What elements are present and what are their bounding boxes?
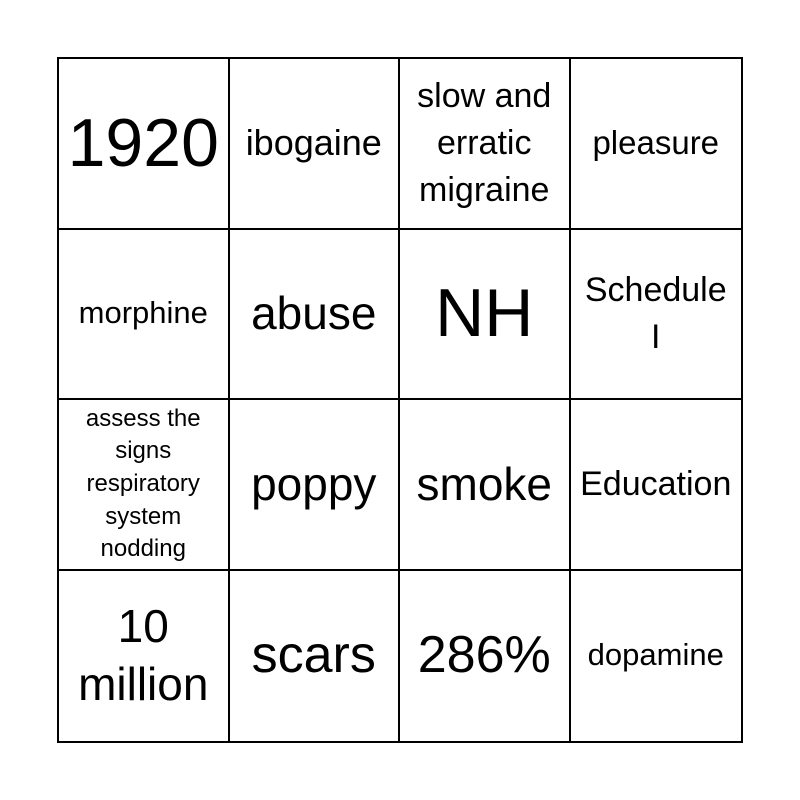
- bingo-cell-r4-c4[interactable]: [571, 571, 742, 742]
- bingo-cell-r2-c3[interactable]: [400, 230, 571, 401]
- bingo-cell-r4-c1[interactable]: [59, 571, 230, 742]
- bingo-cell-r4-c2[interactable]: [230, 571, 401, 742]
- bingo-cell-r2-c1[interactable]: [59, 230, 230, 401]
- cell-text: dopamine: [587, 637, 724, 673]
- bingo-cell-r3-c3[interactable]: [400, 400, 571, 571]
- cell-text: 1920: [67, 104, 219, 181]
- cell-text: assess the signs respiratory system nodding: [85, 404, 201, 563]
- cell-text: NH: [435, 275, 534, 352]
- cell-text: Education: [580, 464, 732, 503]
- cell-text: pleasure: [592, 124, 720, 162]
- bingo-cell-r1-c4[interactable]: [571, 59, 742, 230]
- bingo-cell-r4-c3[interactable]: [400, 571, 571, 742]
- cell-text: 286%: [417, 626, 551, 685]
- bingo-cell-r3-c2[interactable]: [230, 400, 401, 571]
- cell-text: ibogaine: [245, 121, 382, 163]
- bingo-cell-r1-c3[interactable]: [400, 59, 571, 230]
- cell-text: slow and erratic migraine: [417, 76, 552, 209]
- cell-text: Schedule I: [584, 270, 727, 356]
- bingo-card: [57, 57, 743, 743]
- bingo-cell-r2-c2[interactable]: [230, 230, 401, 401]
- cell-text: abuse: [251, 287, 377, 339]
- bingo-cell-r3-c4[interactable]: [571, 400, 742, 571]
- cell-text: smoke: [416, 457, 552, 510]
- cell-text: scars: [251, 626, 376, 685]
- bingo-cell-r1-c2[interactable]: [230, 59, 401, 230]
- cell-text: morphine: [78, 295, 208, 331]
- bingo-cell-r2-c4[interactable]: [571, 230, 742, 401]
- bingo-cell-r1-c1[interactable]: [59, 59, 230, 230]
- bingo-cell-r3-c1[interactable]: [59, 400, 230, 571]
- cell-text: poppy: [251, 457, 377, 510]
- cell-text: 10 million: [78, 600, 209, 710]
